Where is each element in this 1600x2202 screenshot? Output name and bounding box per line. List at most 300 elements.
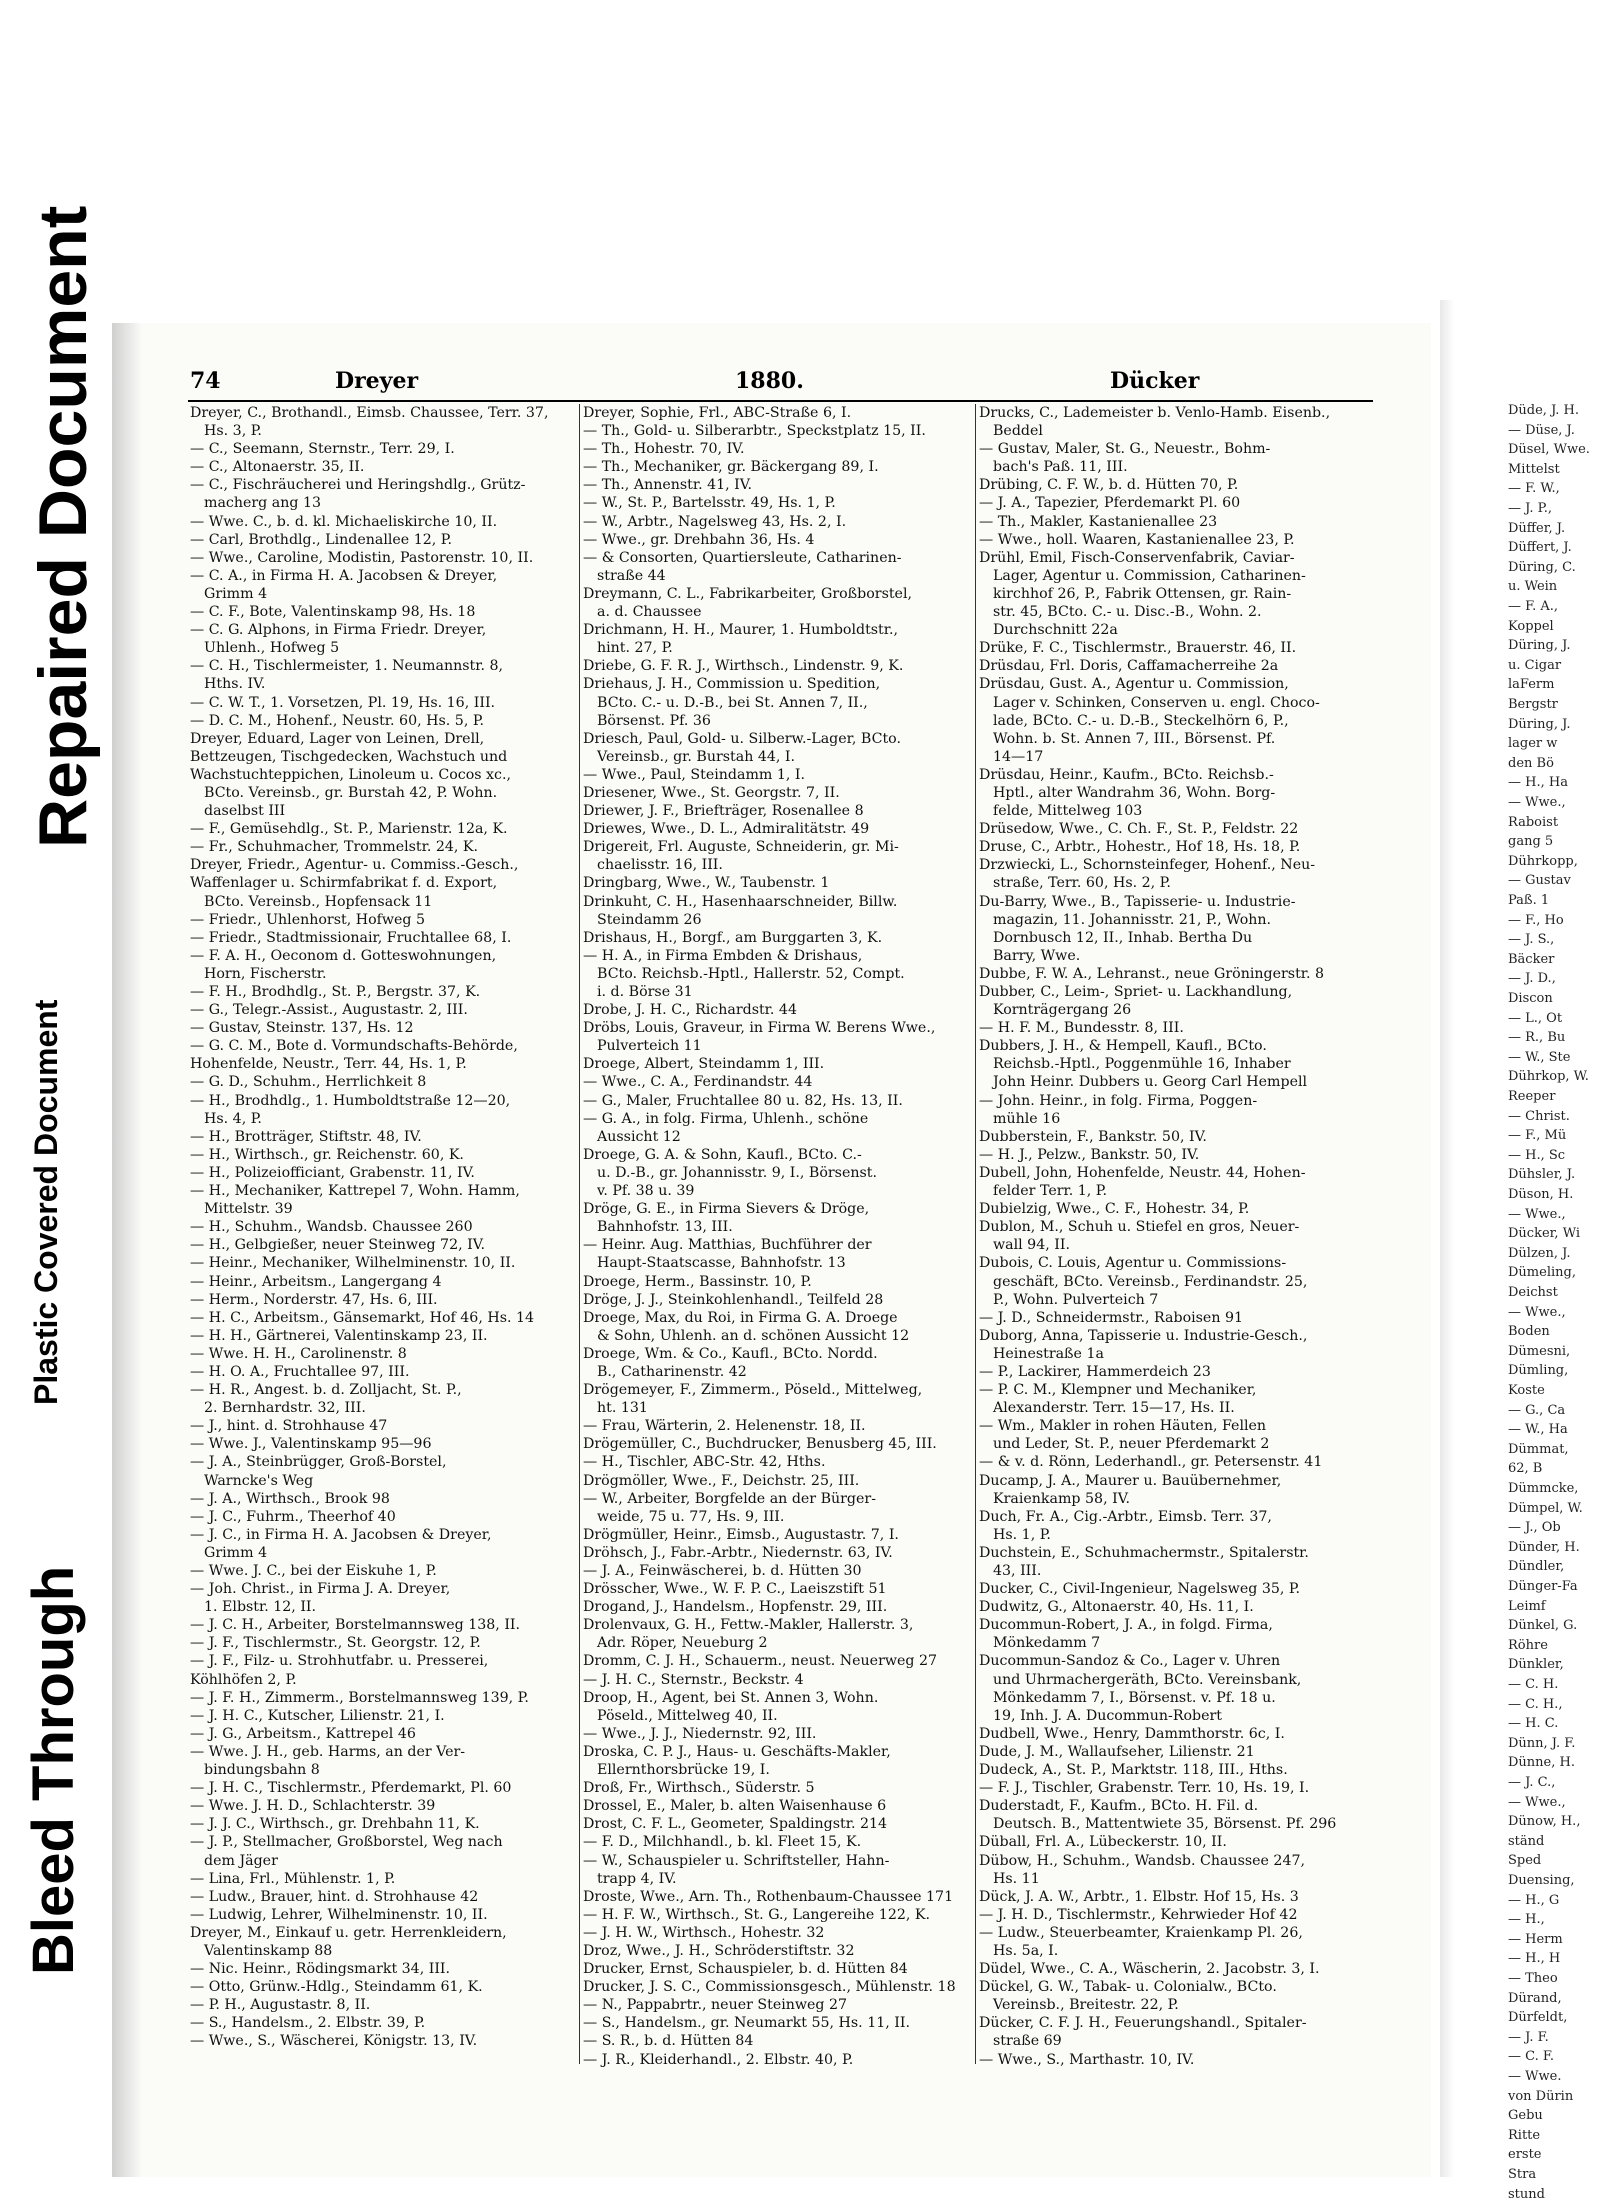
directory-entry: Deutsch. B., Mattentwiete 35, Börsenst. Pf. 296 bbox=[993, 1816, 1337, 1833]
directory-entry: — H., Brotträger, Stiftstr. 48, IV. bbox=[190, 1128, 422, 1145]
directory-entry: — W., Arbeiter, Borgfelde an der Bürger- bbox=[583, 1490, 876, 1507]
directory-entry: trapp 4, IV. bbox=[597, 1870, 677, 1887]
directory-entry: — J. H. W., Wirthsch., Hohestr. 32 bbox=[583, 1924, 825, 1941]
adjacent-page-fragment: — J. F. bbox=[1508, 2029, 1549, 2045]
adjacent-page-fragment: — H., G bbox=[1508, 1892, 1560, 1908]
directory-entry: macherg ang 13 bbox=[204, 495, 322, 512]
directory-entry: — Wwe. J. C., bei der Eiskuhe 1, P. bbox=[190, 1563, 437, 1579]
directory-entry: — Th., Gold- u. Silberarbtr., Speckstplatz 15, II. bbox=[583, 423, 926, 440]
directory-entry: Düball, Frl. A., Lübeckerstr. 10, II. bbox=[979, 1834, 1227, 1851]
adjacent-page-fragment: Dünne, H. bbox=[1508, 1755, 1575, 1771]
directory-entry: — H., Mechaniker, Kattrepel 7, Wohn. Hamm, bbox=[190, 1183, 520, 1200]
directory-entry: Mittelstr. 39 bbox=[204, 1201, 293, 1218]
directory-entry: — Wwe. J., Valentinskamp 95—96 bbox=[190, 1436, 432, 1453]
adjacent-page-fragment: Koste bbox=[1508, 1383, 1545, 1398]
directory-entry: — Wwe. J. H., geb. Harms, an der Ver- bbox=[190, 1743, 466, 1760]
directory-entry: — G., Telegr.-Assist., Augustastr. 2, III. bbox=[190, 1002, 468, 1019]
directory-entry: mühle 16 bbox=[993, 1110, 1061, 1127]
adjacent-page-fragment: Düson, H. bbox=[1508, 1187, 1574, 1202]
directory-entry: Droege, Wm. & Co., Kaufl., BCto. Nordd. bbox=[583, 1345, 878, 1362]
adjacent-page-fragment: — H. C. bbox=[1508, 1716, 1559, 1732]
directory-entry: dem Jäger bbox=[204, 1852, 278, 1869]
directory-entry: magazin, 11. Johannisstr. 21, P., Wohn. bbox=[993, 911, 1272, 928]
directory-entry: 2. Bernhardstr. 32, III. bbox=[204, 1400, 366, 1417]
directory-entry: Droop, H., Agent, bei St. Annen 3, Wohn. bbox=[583, 1689, 879, 1706]
directory-entry: Driewes, Wwe., D. L., Admiralitätstr. 49 bbox=[583, 821, 870, 838]
directory-entry: Driesch, Paul, Gold- u. Silberw.-Lager, BCto. bbox=[583, 730, 901, 747]
directory-entry: Hs. 5a, I. bbox=[993, 1942, 1059, 1959]
directory-entry: — G. A., in folg. Firma, Uhlenh., schöne bbox=[583, 1110, 869, 1127]
directory-entry: — H. H., Gärtnerei, Valentinskamp 23, II. bbox=[190, 1327, 488, 1344]
directory-entry: Drögemüller, C., Buchdrucker, Benusberg 45, III. bbox=[583, 1436, 937, 1453]
directory-entry: — H. O. A., Fruchtallee 97, III. bbox=[190, 1363, 410, 1380]
directory-entry: 1. Elbstr. 12, II. bbox=[204, 1599, 317, 1616]
directory-entry: Drossel, E., Maler, b. alten Waisenhause 6 bbox=[583, 1798, 887, 1815]
directory-entry: — Fr., Schuhmacher, Trommelstr. 24, K. bbox=[190, 839, 479, 856]
adjacent-page-fragment: Dünkler, bbox=[1508, 1657, 1564, 1673]
directory-entry: weide, 75 u. 77, Hs. 9, III. bbox=[597, 1508, 785, 1525]
directory-entry: BCto. C.- u. D.-B., bei St. Annen 7, II., bbox=[597, 694, 868, 711]
adjacent-page-fragment: lager w bbox=[1508, 736, 1558, 752]
directory-entry: — Ludw., Brauer, hint. d. Strohhause 42 bbox=[190, 1888, 479, 1905]
adjacent-page-fragment: Dührkop, W. bbox=[1508, 1069, 1589, 1085]
directory-entry: — Lina, Frl., Mühlenstr. 1, P. bbox=[190, 1870, 396, 1887]
directory-entry: — C. W. T., 1. Vorsetzen, Pl. 19, Hs. 16, III. bbox=[190, 694, 496, 711]
directory-entry: Dubbers, J. H., & Hempell, Kaufl., BCto. bbox=[979, 1038, 1267, 1055]
adjacent-page-fragment: u. Wein bbox=[1508, 579, 1558, 595]
directory-entry: str. 45, BCto. C.- u. Disc.-B., Wohn. 2. bbox=[993, 604, 1262, 621]
directory-entry: 19, Inh. J. A. Ducommun-Robert bbox=[993, 1707, 1223, 1724]
directory-entry: straße 69 bbox=[993, 2033, 1062, 2050]
adjacent-page-fragment: — Gustav bbox=[1508, 873, 1571, 889]
adjacent-page-fragment: — C. H. bbox=[1508, 1677, 1559, 1692]
directory-entry: Drost, C. F. L., Geometer, Spaldingstr. 214 bbox=[583, 1816, 888, 1833]
directory-entry: — Gustav, Maler, St. G., Neuestr., Bohm- bbox=[979, 441, 1271, 458]
directory-entry: a. d. Chaussee bbox=[597, 604, 702, 621]
adjacent-page-fragment: — Wwe., bbox=[1508, 1206, 1566, 1222]
directory-entry: Drolenvaux, G. H., Fettw.-Makler, Hallerstr. 3, bbox=[583, 1617, 914, 1634]
adjacent-page-fragment: Düffer, J. bbox=[1508, 520, 1566, 536]
plastic-covered-label: Plastic Covered Document bbox=[28, 999, 64, 1405]
directory-entry: Barry, Wwe. bbox=[993, 947, 1081, 964]
directory-entry: Dringbarg, Wwe., W., Taubenstr. 1 bbox=[583, 875, 830, 892]
adjacent-page-fragment: Dücker, Wi bbox=[1508, 1226, 1580, 1242]
directory-entry: felde, Mittelweg 103 bbox=[993, 803, 1143, 820]
directory-entry: Drösscher, Wwe., W. F. P. C., Laeiszstift 51 bbox=[583, 1581, 887, 1598]
directory-entry: — W., Schauspieler u. Schriftsteller, Hahn- bbox=[583, 1852, 890, 1869]
directory-entry: — H., Schuhm., Wandsb. Chaussee 260 bbox=[190, 1219, 473, 1236]
directory-entry: Drögmüller, Heinr., Eimsb., Augustastr. 7, I. bbox=[583, 1526, 899, 1543]
adjacent-page-fragment: Bäcker bbox=[1508, 951, 1555, 967]
adjacent-page-fragment: Dünger-Fa bbox=[1508, 1579, 1578, 1594]
directory-entry: bach's Paß. 11, III. bbox=[993, 459, 1128, 476]
directory-entry: — J. A., Wirthsch., Brook 98 bbox=[190, 1490, 390, 1507]
directory-entry: Drobe, J. H. C., Richardstr. 44 bbox=[583, 1002, 797, 1019]
directory-entry: kirchhof 26, P., Fabrik Ottensen, gr. Rain- bbox=[993, 585, 1292, 602]
directory-entry: & Sohn, Uhlenh. an d. schönen Aussicht 12 bbox=[597, 1327, 910, 1344]
adjacent-page-fragment: — W., Ha bbox=[1508, 1422, 1568, 1438]
directory-entry: Ducker, C., Civil-Ingenieur, Nagelsweg 35, P. bbox=[979, 1581, 1301, 1598]
directory-entry: — J. H. C., Sternstr., Beckstr. 4 bbox=[583, 1671, 804, 1688]
directory-entry: — Wwe., Caroline, Modistin, Pastorenstr. 10, II. bbox=[190, 549, 534, 566]
directory-entry: — J. F., Tischlermstr., St. Georgstr. 12, P. bbox=[190, 1635, 481, 1652]
directory-entry: — J. C. H., Arbeiter, Borstelmannsweg 138, II. bbox=[190, 1617, 521, 1634]
directory-entry: — C. F., Bote, Valentinskamp 98, Hs. 18 bbox=[190, 604, 476, 621]
adjacent-page-fragment: — J. S., bbox=[1508, 932, 1555, 948]
directory-entry: — J. H. D., Tischlermstr., Kehrwieder Hof 42 bbox=[979, 1906, 1298, 1923]
directory-entry: Drzwiecki, L., Schornsteinfeger, Hohenf., Neu- bbox=[979, 857, 1316, 874]
directory-entry: Drüsdau, Heinr., Kaufm., BCto. Reichsb.- bbox=[979, 766, 1274, 783]
directory-entry: — J. F., Filz- u. Strohhutfabr. u. Presserei, bbox=[190, 1653, 489, 1670]
directory-entry: — J. H. C., Kutscher, Lilienstr. 21, I. bbox=[190, 1707, 445, 1724]
directory-entry: — F. D., Milchhandl., b. kl. Fleet 15, K. bbox=[583, 1834, 862, 1851]
directory-entry: — Wwe., gr. Drehbahn 36, Hs. 4 bbox=[583, 531, 815, 548]
directory-entry: — Th., Hohestr. 70, IV. bbox=[583, 441, 745, 458]
adjacent-page-fragment: Düffert, J. bbox=[1508, 540, 1572, 556]
adjacent-page-fragment: — F. A., bbox=[1508, 599, 1559, 614]
adjacent-page-fragment: Dümling, bbox=[1508, 1363, 1569, 1379]
directory-entry: — F. A. H., Oeconom d. Gotteswohnungen, bbox=[190, 947, 497, 964]
directory-entry: Drüsdau, Frl. Doris, Caffamacherreihe 2a bbox=[979, 658, 1279, 675]
directory-entry: Drogand, J., Handelsm., Hopfenstr. 29, III. bbox=[583, 1599, 888, 1616]
adjacent-page-fragment: Discon bbox=[1508, 991, 1553, 1006]
directory-entry: Dröbs, Louis, Graveur, in Firma W. Berens Wwe., bbox=[583, 1020, 936, 1037]
directory-entry: Dreymann, C. L., Fabrikarbeiter, Großborstel, bbox=[583, 585, 912, 602]
directory-entry: — F. J., Tischler, Grabenstr. Terr. 10, Hs. 19, I. bbox=[979, 1780, 1310, 1797]
directory-entry: — Friedr., Uhlenhorst, Hofweg 5 bbox=[190, 911, 426, 928]
directory-entry: — J. C., in Firma H. A. Jacobsen & Dreyer, bbox=[190, 1526, 492, 1543]
adjacent-page-fragment: Mittelst bbox=[1508, 461, 1560, 477]
adjacent-page-fragment: Düring, C. bbox=[1508, 559, 1576, 575]
directory-entry: — Frau, Wärterin, 2. Helenenstr. 18, II. bbox=[583, 1418, 866, 1435]
directory-entry: — John. Heinr., in folg. Firma, Poggen- bbox=[979, 1092, 1258, 1109]
directory-entry: geschäft, BCto. Vereinsb., Ferdinandstr. 25, bbox=[993, 1273, 1308, 1290]
directory-entry: — Friedr., Stadtmissionair, Fruchtallee 68, I. bbox=[190, 929, 512, 946]
directory-entry: — S., Handelsm., 2. Elbstr. 39, P. bbox=[190, 2015, 426, 2032]
directory-entry: Drögemeyer, F., Zimmerm., Pöseld., Mittelweg, bbox=[583, 1382, 923, 1399]
adjacent-page-fragment: 62, B bbox=[1508, 1461, 1543, 1477]
page-number: 74 bbox=[190, 368, 221, 394]
adjacent-page-fragment: Reeper bbox=[1508, 1089, 1556, 1104]
directory-entry: Ducommun-Robert, J. A., in folgd. Firma, bbox=[979, 1617, 1273, 1634]
adjacent-page-fragment: Dürfeldt, bbox=[1508, 2010, 1568, 2026]
directory-entry: Droß, Fr., Wirthsch., Süderstr. 5 bbox=[583, 1780, 815, 1797]
adjacent-page-fragment: — Wwe. bbox=[1508, 2069, 1562, 2084]
directory-entry: Droege, Herm., Bassinstr. 10, P. bbox=[583, 1273, 812, 1290]
directory-entry: Droege, G. A. & Sohn, Kaufl., BCto. C.- bbox=[583, 1146, 862, 1163]
directory-entry: — Wwe., Paul, Steindamm 1, I. bbox=[583, 766, 806, 783]
directory-entry: Lager v. Schinken, Conserven u. engl. Choco- bbox=[993, 694, 1320, 711]
directory-entry: BCto. Vereinsb., Hopfensack 11 bbox=[204, 893, 433, 910]
adjacent-page-fragment: Dümesni, bbox=[1508, 1343, 1571, 1359]
adjacent-page-fragment: Dümpel, W. bbox=[1508, 1500, 1583, 1516]
directory-entry: — J. G., Arbeitsm., Kattrepel 46 bbox=[190, 1725, 416, 1742]
directory-entry: Drucker, Ernst, Schauspieler, b. d. Hütten 84 bbox=[583, 1961, 908, 1978]
directory-entry: Wohn. b. St. Annen 7, III., Börsenst. Pf. bbox=[993, 730, 1276, 747]
directory-entry: — J. A., Steinbrügger, Groß-Borstel, bbox=[190, 1454, 447, 1471]
directory-entry: Hs. 11 bbox=[993, 1870, 1040, 1887]
directory-entry: ht. 131 bbox=[597, 1400, 648, 1417]
adjacent-page-fragment: — H., H bbox=[1508, 1951, 1561, 1967]
directory-entry: wall 94, II. bbox=[993, 1237, 1070, 1254]
directory-entry: Hs. 1, P. bbox=[993, 1526, 1051, 1543]
adjacent-page-fragment: Ritte bbox=[1508, 2127, 1541, 2143]
directory-entry: Dudwitz, G., Altonaerstr. 40, Hs. 11, I. bbox=[979, 1599, 1254, 1616]
adjacent-page-fragment: — Theo bbox=[1508, 1971, 1558, 1986]
page-gutter-shadow bbox=[112, 323, 142, 2177]
directory-entry: Bahnhofstr. 13, III. bbox=[597, 1219, 733, 1236]
directory-entry: chaelisstr. 16, III. bbox=[597, 857, 723, 874]
directory-entry: — Ludw., Steuerbeamter, Kraienkamp Pl. 26, bbox=[979, 1924, 1303, 1941]
directory-entry: Drishaus, H., Borgf., am Burggarten 3, K. bbox=[583, 929, 883, 946]
directory-entry: Driesener, Wwe., St. Georgstr. 7, II. bbox=[583, 784, 840, 801]
directory-entry: straße, Terr. 60, Hs. 2, P. bbox=[993, 875, 1171, 892]
directory-entry: Grimm 4 bbox=[204, 1544, 268, 1561]
directory-entry: — J. C., Fuhrm., Theerhof 40 bbox=[190, 1508, 396, 1525]
adjacent-page-fragment: — R., Bu bbox=[1508, 1030, 1566, 1046]
directory-entry: Droege, Max, du Roi, in Firma G. A. Droege bbox=[583, 1309, 898, 1326]
adjacent-page-fragment: — Düse, J. bbox=[1508, 422, 1575, 438]
directory-entry: Ducamp, J. A., Maurer u. Bauübernehmer, bbox=[979, 1472, 1282, 1489]
adjacent-page-fragment: — Wwe., bbox=[1508, 795, 1566, 810]
adjacent-page-fragment: Dührkopp, bbox=[1508, 853, 1578, 869]
adjacent-page-fragment: Dünkel, G. bbox=[1508, 1618, 1578, 1634]
adjacent-page-fragment: Stra bbox=[1508, 2167, 1537, 2182]
directory-entry: v. Pf. 38 u. 39 bbox=[597, 1183, 695, 1200]
directory-entry: Pöseld., Mittelweg 40, II. bbox=[597, 1707, 778, 1724]
directory-entry: — G. D., Schuhm., Herrlichkeit 8 bbox=[190, 1074, 427, 1091]
adjacent-page-fragment: von Dürin bbox=[1508, 2088, 1574, 2104]
adjacent-page-fragment: — C. F. bbox=[1508, 2049, 1555, 2065]
year-heading: 1880. bbox=[735, 368, 804, 394]
adjacent-page-edge bbox=[1440, 300, 1454, 2177]
directory-entry: und Leder, St. P., neuer Pferdemarkt 2 bbox=[993, 1436, 1270, 1453]
directory-entry: — J. A., Feinwäscherei, b. d. Hütten 30 bbox=[583, 1563, 862, 1579]
directory-entry: Dude, J. M., Wallaufseher, Lilienstr. 21 bbox=[979, 1743, 1255, 1760]
directory-entry: — C., Seemann, Sternstr., Terr. 29, I. bbox=[190, 441, 455, 458]
header-rule bbox=[188, 400, 1373, 402]
directory-entry: i. d. Börse 31 bbox=[597, 984, 693, 1000]
directory-entry: Hs. 3, P. bbox=[204, 423, 262, 440]
directory-entry: Dubber, C., Leim-, Spriet- u. Lackhandlung, bbox=[979, 984, 1293, 1000]
directory-column-2 bbox=[583, 404, 971, 2069]
directory-entry: Drinkuht, C. H., Hasenhaarschneider, Billw. bbox=[583, 893, 898, 910]
directory-entry: und Uhrmachergeräth, BCto. Vereinsbank, bbox=[993, 1671, 1302, 1688]
adjacent-page-fragment: stund bbox=[1508, 2186, 1545, 2202]
directory-entry: Drögmöller, Wwe., F., Deichstr. 25, III. bbox=[583, 1472, 860, 1489]
directory-entry: — Wwe., J. J., Niedernstr. 92, III. bbox=[583, 1725, 817, 1742]
adjacent-page-fragment: Düring, J. bbox=[1508, 716, 1571, 732]
adjacent-page-fragment: — J. C., bbox=[1508, 1775, 1556, 1790]
directory-entry: BCto. Vereinsb., gr. Burstah 42, P. Wohn. bbox=[204, 784, 498, 801]
directory-entry: Ducommun-Sandoz & Co., Lager v. Uhren bbox=[979, 1653, 1281, 1670]
directory-entry: — C., Altonaerstr. 35, II. bbox=[190, 459, 365, 476]
directory-entry: — J., hint. d. Strohhause 47 bbox=[190, 1418, 388, 1435]
directory-entry: — C. G. Alphons, in Firma Friedr. Dreyer, bbox=[190, 622, 487, 639]
directory-entry: — P. C. M., Klempner und Mechaniker, bbox=[979, 1382, 1257, 1399]
adjacent-page-fragment: laFerm bbox=[1508, 677, 1555, 693]
directory-entry: Mönkedamm 7, I., Börsenst. v. Pf. 18 u. bbox=[993, 1689, 1276, 1706]
adjacent-page-fragment: Dünder, H. bbox=[1508, 1539, 1580, 1555]
directory-column-3 bbox=[979, 404, 1374, 2069]
directory-entry: Driewer, J. F., Briefträger, Rosenallee 8 bbox=[583, 803, 864, 820]
directory-entry: — Otto, Grünw.-Hdlg., Steindamm 61, K. bbox=[190, 1979, 483, 1996]
directory-entry: — Gustav, Steinstr. 137, Hs. 12 bbox=[190, 1020, 414, 1037]
directory-entry: Dubbe, F. W. A., Lehranst., neue Gröningerstr. 8 bbox=[979, 965, 1325, 982]
directory-entry: Dudeck, A., St. P., Marktstr. 118, III., Hths. bbox=[979, 1762, 1288, 1779]
directory-entry: Heinestraße 1a bbox=[993, 1345, 1104, 1362]
adjacent-page-fragment: Deichst bbox=[1508, 1285, 1558, 1300]
directory-entry: — & Consorten, Quartiersleute, Catharinen- bbox=[583, 549, 902, 566]
directory-entry: Dreyer, C., Brothandl., Eimsb. Chaussee, Terr. 37, bbox=[190, 405, 549, 421]
adjacent-page-fragment: Dümeling, bbox=[1508, 1265, 1576, 1281]
adjacent-page-fragment: — F., Mü bbox=[1508, 1128, 1567, 1144]
adjacent-page-fragment: Bergstr bbox=[1508, 697, 1558, 712]
directory-entry: Düdel, Wwe., C. A., Wäscherin, 2. Jacobstr. 3, I. bbox=[979, 1961, 1320, 1978]
bleed-through-label: Bleed Through bbox=[21, 1565, 86, 1975]
directory-entry: — H. J., Pelzw., Bankstr. 50, IV. bbox=[979, 1146, 1200, 1163]
directory-entry: Dubell, John, Hohenfelde, Neustr. 44, Hohen- bbox=[979, 1164, 1306, 1181]
adjacent-page-fragment: — H., bbox=[1508, 1912, 1545, 1928]
directory-entry: Hths. IV. bbox=[204, 676, 266, 693]
adjacent-page-fragment: — G., Ca bbox=[1508, 1402, 1566, 1418]
directory-entry: — Carl, Brothdlg., Lindenallee 12, P. bbox=[190, 531, 452, 548]
directory-entry: — Th., Annenstr. 41, IV. bbox=[583, 477, 753, 494]
directory-entry: — S., Handelsm., gr. Neumarkt 55, Hs. 11, II. bbox=[583, 2015, 910, 2032]
directory-entry: Wachstuchteppichen, Linoleum u. Cocos xc., bbox=[190, 766, 511, 783]
directory-entry: Dudbell, Wwe., Henry, Dammthorstr. 6c, I. bbox=[979, 1725, 1285, 1742]
adjacent-page-fragment: — H., Ha bbox=[1508, 775, 1568, 791]
directory-entry: — Heinr. Aug. Matthias, Buchführer der bbox=[583, 1237, 872, 1254]
directory-entry: — Wwe., S., Wäscherei, Königstr. 13, IV. bbox=[190, 2033, 478, 2050]
directory-entry: — P. H., Augustastr. 8, II. bbox=[190, 1997, 371, 2014]
directory-entry: Hptl., alter Wandrahm 36, Wohn. Borg- bbox=[993, 784, 1276, 801]
directory-entry: Grimm 4 bbox=[204, 585, 268, 602]
directory-entry: — J. F. H., Zimmerm., Borstelmannsweg 139, P. bbox=[190, 1689, 529, 1706]
directory-entry: — H. R., Angest. b. d. Zolljacht, St. P., bbox=[190, 1382, 462, 1399]
directory-entry: Waffenlager u. Schirmfabrikat f. d. Export, bbox=[190, 875, 498, 892]
directory-entry: — & v. d. Rönn, Lederhandl., gr. Petersenstr. 41 bbox=[979, 1454, 1323, 1471]
directory-entry: — F., Gemüsehdlg., St. P., Marienstr. 12a, K. bbox=[190, 821, 508, 838]
directory-entry: Drucker, J. S. C., Commissionsgesch., Mühlenstr. 18 bbox=[583, 1979, 956, 1996]
directory-entry: — H., Wirthsch., gr. Reichenstr. 60, K. bbox=[190, 1146, 464, 1163]
directory-entry: Hohenfelde, Neustr., Terr. 44, Hs. 1, P. bbox=[190, 1056, 467, 1073]
adjacent-page-fragment: Dünn, J. F. bbox=[1508, 1735, 1576, 1751]
directory-entry: Drühl, Emil, Fisch-Conservenfabrik, Caviar- bbox=[979, 549, 1295, 566]
directory-entry: Driebe, G. F. R. J., Wirthsch., Lindenstr. 9, K. bbox=[583, 658, 904, 675]
right-running-head: Dücker bbox=[1110, 368, 1200, 394]
directory-entry: — C. H., Tischlermeister, 1. Neumannstr. 8, bbox=[190, 658, 503, 675]
directory-entry: Drichmann, H. H., Maurer, 1. Humboldtstr., bbox=[583, 622, 898, 639]
directory-entry: — C. A., in Firma H. A. Jacobsen & Dreyer, bbox=[190, 567, 498, 584]
directory-entry: — J. J. C., Wirthsch., gr. Drehbahn 11, K. bbox=[190, 1816, 480, 1833]
directory-entry: — Ludwig, Lehrer, Wilhelminenstr. 10, II. bbox=[190, 1906, 488, 1923]
adjacent-page-fragment: gang 5 bbox=[1508, 834, 1554, 850]
directory-entry: — G. C. M., Bote d. Vormundschafts-Behörde, bbox=[190, 1038, 518, 1055]
directory-entry: — H. C., Arbeitsm., Gänsemarkt, Hof 46, Hs. 14 bbox=[190, 1309, 535, 1326]
directory-entry: Mönkedamm 7 bbox=[993, 1635, 1101, 1652]
directory-entry: Dückel, G. W., Tabak- u. Colonialw., BCto. bbox=[979, 1979, 1277, 1996]
directory-entry: Adr. Röper, Neueburg 2 bbox=[597, 1635, 768, 1652]
adjacent-page-fragment: den Bö bbox=[1508, 755, 1554, 771]
adjacent-page-fragment: — L., Ot bbox=[1508, 1010, 1563, 1026]
directory-entry: Valentinskamp 88 bbox=[204, 1942, 333, 1959]
directory-entry: Druse, C., Arbtr., Hohestr., Hof 18, Hs. 18, P. bbox=[979, 839, 1301, 856]
directory-entry: B., Catharinenstr. 42 bbox=[597, 1363, 747, 1380]
directory-entry: Ellernthorsbrücke 19, I. bbox=[597, 1762, 770, 1779]
directory-entry: Dreyer, M., Einkauf u. getr. Herrenkleidern, bbox=[190, 1924, 507, 1941]
adjacent-page-fragment: Dühsler, J. bbox=[1508, 1167, 1576, 1183]
adjacent-page-fragment: Dümmat, bbox=[1508, 1441, 1569, 1457]
directory-entry: hint. 27, P. bbox=[597, 640, 673, 657]
directory-entry: — Wwe. H. H., Carolinenstr. 8 bbox=[190, 1345, 407, 1362]
adjacent-page-fragment: — Wwe., bbox=[1508, 1304, 1566, 1320]
adjacent-page-fragment: — W., Ste bbox=[1508, 1049, 1571, 1065]
directory-entry: Droska, C. P. J., Haus- u. Geschäfts-Makler, bbox=[583, 1743, 891, 1760]
directory-entry: — Wwe., holl. Waaren, Kastanienallee 23, P. bbox=[979, 531, 1295, 548]
directory-entry: — S. R., b. d. Hütten 84 bbox=[583, 2033, 754, 2050]
directory-entry: — J. R., Kleiderhandl., 2. Elbstr. 40, P. bbox=[583, 2051, 854, 2068]
directory-entry: — Wwe., S., Marthastr. 10, IV. bbox=[979, 2051, 1195, 2068]
adjacent-page-fragment: Düring, J. bbox=[1508, 638, 1571, 654]
directory-entry: — Herm., Norderstr. 47, Hs. 6, III. bbox=[190, 1291, 438, 1308]
adjacent-page-fragment: Gebu bbox=[1508, 2108, 1543, 2124]
column-divider bbox=[579, 404, 580, 2064]
directory-entry: Steindamm 26 bbox=[597, 911, 702, 928]
directory-entry: Droz, Wwe., J. H., Schröderstiftstr. 32 bbox=[583, 1942, 855, 1959]
directory-entry: — J. A., Tapezier, Pferdemarkt Pl. 60 bbox=[979, 495, 1241, 512]
directory-entry: Pulverteich 11 bbox=[597, 1038, 702, 1055]
directory-entry: — Heinr., Mechaniker, Wilhelminenstr. 10, II. bbox=[190, 1255, 516, 1272]
directory-entry: Duch, Fr. A., Cig.-Arbtr., Eimsb. Terr. 37, bbox=[979, 1508, 1272, 1525]
directory-entry: — N., Pappabrtr., neuer Steinweg 27 bbox=[583, 1997, 848, 2014]
directory-entry: Drüsdau, Gust. A., Agentur u. Commission, bbox=[979, 676, 1289, 693]
directory-entry: Duderstadt, F., Kaufm., BCto. H. Fil. d. bbox=[979, 1798, 1259, 1815]
directory-entry: — G., Maler, Fruchtallee 80 u. 82, Hs. 13, II. bbox=[583, 1092, 903, 1109]
directory-entry: Alexanderstr. Terr. 15—17, Hs. II. bbox=[993, 1400, 1235, 1417]
directory-entry: Duchstein, E., Schuhmachermstr., Spitalerstr. bbox=[979, 1544, 1309, 1561]
directory-entry: straße 44 bbox=[597, 567, 666, 584]
adjacent-page-fragment: Paß. 1 bbox=[1508, 893, 1550, 908]
directory-entry: Dübow, H., Schuhm., Wandsb. Chaussee 247, bbox=[979, 1852, 1306, 1869]
directory-entry: — D. C. M., Hohenf., Neustr. 60, Hs. 5, P. bbox=[190, 712, 485, 729]
adjacent-page-fragment: Röhre bbox=[1508, 1637, 1548, 1653]
directory-entry: Drucks, C., Lademeister b. Venlo-Hamb. Eisenb., bbox=[979, 405, 1331, 421]
directory-entry: Dreyer, Sophie, Frl., ABC-Straße 6, I. bbox=[583, 405, 852, 421]
adjacent-page-fragment: Düsel, Wwe. bbox=[1508, 442, 1590, 458]
directory-entry: — H. F. M., Bundesstr. 8, III. bbox=[979, 1020, 1184, 1037]
directory-column-1 bbox=[190, 404, 578, 2051]
adjacent-page-fragment: Dümmcke, bbox=[1508, 1481, 1579, 1496]
directory-entry: Drüsedow, Wwe., C. Ch. F., St. P., Feldstr. 22 bbox=[979, 821, 1299, 838]
directory-entry: Droege, Albert, Steindamm 1, III. bbox=[583, 1056, 825, 1073]
directory-entry: Dreyer, Friedr., Agentur- u. Commiss.-Gesch., bbox=[190, 857, 519, 874]
directory-entry: — H. F. W., Wirthsch., St. G., Langereihe 122, K. bbox=[583, 1906, 931, 1923]
directory-entry: — Heinr., Arbeitsm., Langergang 4 bbox=[190, 1273, 442, 1290]
adjacent-page-fragment: — F. W., bbox=[1508, 481, 1560, 497]
directory-entry: Aussicht 12 bbox=[597, 1128, 681, 1145]
directory-entry: BCto. Reichsb.-Hptl., Hallerstr. 52, Compt. bbox=[597, 965, 905, 982]
directory-entry: — H. A., in Firma Embden & Drishaus, bbox=[583, 947, 863, 964]
directory-entry: — Wwe., C. A., Ferdinandstr. 44 bbox=[583, 1074, 813, 1091]
directory-entry: — H., Polizeiofficiant, Grabenstr. 11, IV. bbox=[190, 1164, 475, 1181]
directory-entry: — Wwe. C., b. d. kl. Michaeliskirche 10, II. bbox=[190, 513, 498, 530]
directory-entry: Dubois, C. Louis, Agentur u. Commissions- bbox=[979, 1255, 1287, 1272]
directory-entry: Lager, Agentur u. Commission, Catharinen- bbox=[993, 567, 1306, 584]
directory-entry: Börsenst. Pf. 36 bbox=[597, 712, 711, 729]
adjacent-page-fragment: — J., Ob bbox=[1508, 1520, 1561, 1536]
directory-entry: — Th., Mechaniker, gr. Bäckergang 89, I. bbox=[583, 459, 879, 476]
